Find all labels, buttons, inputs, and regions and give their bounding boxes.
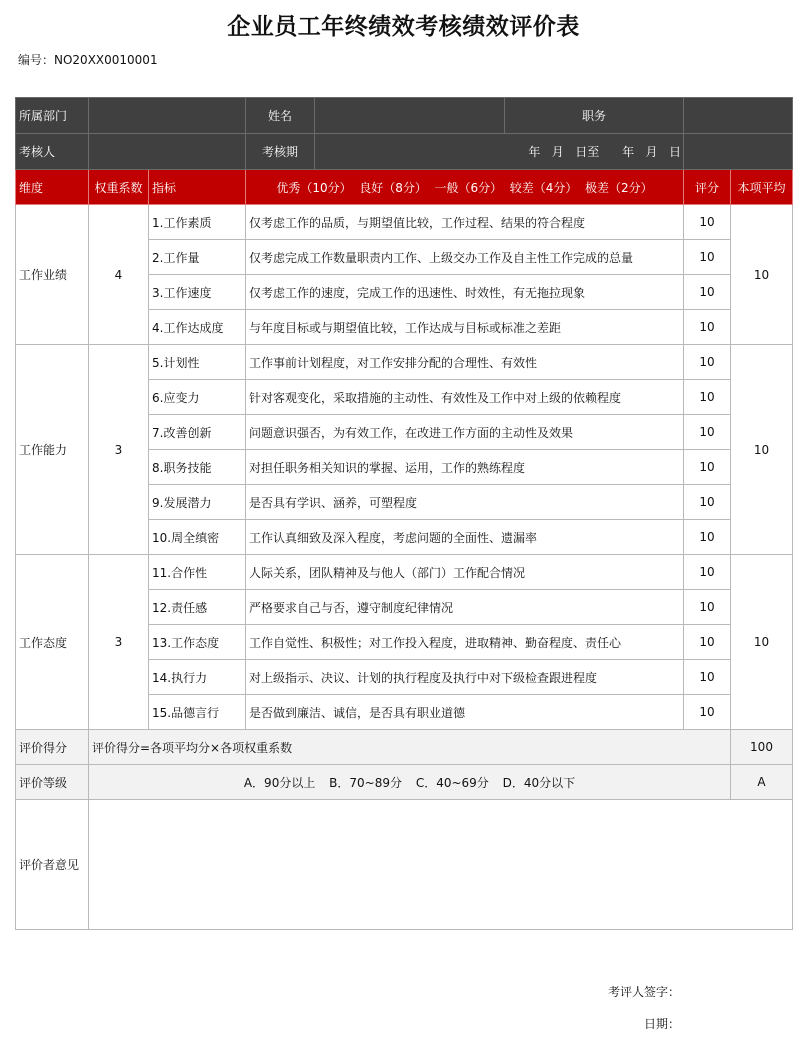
period-label: 考核期 — [246, 134, 315, 169]
indicator-row — [16, 555, 793, 590]
indicator-score[interactable]: 10 — [684, 590, 731, 625]
opinion-row — [16, 800, 793, 930]
indicator-name: 3.工作速度 — [149, 275, 246, 310]
indicator-score[interactable]: 10 — [684, 205, 731, 240]
page-title: 企业员工年终绩效考核绩效评价表 — [227, 14, 580, 40]
grade-value[interactable]: A — [731, 765, 793, 800]
grade-option-b: B．70~89分 — [329, 775, 402, 790]
indicator-name: 11.合作性 — [149, 555, 246, 590]
grade-option-a: A．90分以上 — [243, 775, 316, 790]
indicator-name: 10.周全缜密 — [149, 520, 246, 555]
dept-label: 所属部门 — [16, 98, 89, 134]
indicator-description: 是否具有学识、涵养，可塑程度 — [246, 485, 684, 520]
name-input-cell[interactable] — [315, 98, 505, 133]
document-number: 编号：NO20XX0010001 — [18, 53, 158, 67]
indicator-description: 与年度目标或与期望值比较，工作达成与目标或标准之差距 — [246, 310, 684, 345]
col-rating-scale: 优秀（10分） 良好（8分） 一般（6分） 较差（4分） 极差（2分） — [246, 170, 684, 205]
indicator-description: 问题意识强否，为有效工作，在改进工作方面的主动性及效果 — [246, 415, 684, 450]
indicator-description: 是否做到廉洁、诚信，是否具有职业道德 — [246, 695, 684, 730]
indicator-name: 5.计划性 — [149, 345, 246, 380]
name-label: 姓名 — [246, 98, 315, 133]
indicator-score[interactable]: 10 — [684, 485, 731, 520]
position-input-cell[interactable] — [684, 98, 793, 134]
indicator-description: 仅考虑工作的品质，与期望值比较，工作过程、结果的符合程度 — [246, 205, 684, 240]
col-average: 本项平均 — [731, 170, 793, 205]
indicator-row — [16, 345, 793, 380]
date-label: 日期： — [644, 1017, 681, 1031]
indicator-name: 9.发展潜力 — [149, 485, 246, 520]
indicator-name: 14.执行力 — [149, 660, 246, 695]
indicator-description: 工作认真细致及深入程度，考虑问题的全面性、遗漏率 — [246, 520, 684, 555]
indicator-name: 2.工作量 — [149, 240, 246, 275]
assessor-input-cell[interactable] — [89, 134, 246, 170]
header-row-assessor — [16, 134, 793, 170]
indicator-name: 12.责任感 — [149, 590, 246, 625]
col-weight: 权重系数 — [89, 170, 149, 205]
indicator-description: 工作自觉性、积极性；对工作投入程度，进取精神、勤奋程度、责任心 — [246, 625, 684, 660]
indicator-score[interactable]: 10 — [684, 660, 731, 695]
indicator-score[interactable]: 10 — [684, 310, 731, 345]
indicator-score[interactable]: 10 — [684, 450, 731, 485]
indicator-description: 工作事前计划程度，对工作安排分配的合理性、有效性 — [246, 345, 684, 380]
indicator-name: 6.应变力 — [149, 380, 246, 415]
evaluation-score-row — [16, 730, 793, 765]
weight-cell: 3 — [89, 555, 149, 730]
column-header-row — [16, 170, 793, 205]
grade-options — [89, 765, 731, 800]
indicator-score[interactable]: 10 — [684, 520, 731, 555]
indicator-description: 对担任职务相关知识的掌握、运用，工作的熟练程度 — [246, 450, 684, 485]
indicator-score[interactable]: 10 — [684, 240, 731, 275]
indicator-description: 人际关系，团队精神及与他人（部门）工作配合情况 — [246, 555, 684, 590]
col-dimension: 维度 — [16, 170, 89, 205]
indicator-name: 4.工作达成度 — [149, 310, 246, 345]
indicator-score[interactable]: 10 — [684, 380, 731, 415]
appraisal-table — [15, 97, 793, 930]
indicator-description: 针对客观变化，采取措施的主动性、有效性及工作中对上级的依赖程度 — [246, 380, 684, 415]
weight-cell: 3 — [89, 345, 149, 555]
header-row-employee — [16, 98, 793, 134]
indicator-name: 7.改善创新 — [149, 415, 246, 450]
dept-input-cell[interactable] — [89, 98, 246, 134]
score-formula: 评价得分=各项平均分×各项权重系数 — [89, 730, 731, 765]
grade-option-d: D．40分以下 — [502, 775, 576, 790]
indicator-description: 仅考虑完成工作数量职责内工作、上级交办工作及自主性工作完成的总量 — [246, 240, 684, 275]
group-average: 10 — [731, 205, 793, 345]
position-label: 职务 — [581, 109, 606, 123]
indicator-name: 1.工作素质 — [149, 205, 246, 240]
evaluation-grade-row — [16, 765, 793, 800]
period-value[interactable]: 年 月 日至 年 月 日 — [528, 145, 681, 159]
dimension-cell: 工作态度 — [16, 555, 89, 730]
group-average: 10 — [731, 555, 793, 730]
dimension-cell: 工作业绩 — [16, 205, 89, 345]
assessor-label: 考核人 — [16, 134, 89, 170]
dimension-cell: 工作能力 — [16, 345, 89, 555]
grade-label: 评价等级 — [16, 765, 89, 800]
opinion-input[interactable] — [89, 800, 793, 930]
indicator-score[interactable]: 10 — [684, 415, 731, 450]
grade-option-c: C．40~69分 — [415, 775, 489, 790]
col-indicator: 指标 — [149, 170, 246, 205]
signer-label: 考评人签字： — [608, 985, 681, 999]
indicator-score[interactable]: 10 — [684, 555, 731, 590]
weight-cell: 4 — [89, 205, 149, 345]
indicator-score[interactable]: 10 — [684, 275, 731, 310]
indicator-row — [16, 205, 793, 240]
indicator-description: 仅考虑工作的速度，完成工作的迅速性、时效性，有无拖拉现象 — [246, 275, 684, 310]
indicator-name: 8.职务技能 — [149, 450, 246, 485]
indicator-score[interactable]: 10 — [684, 695, 731, 730]
score-label: 评价得分 — [16, 730, 89, 765]
indicator-score[interactable]: 10 — [684, 345, 731, 380]
indicator-score[interactable]: 10 — [684, 625, 731, 660]
indicator-name: 13.工作态度 — [149, 625, 246, 660]
indicator-description: 严格要求自己与否，遵守制度纪律情况 — [246, 590, 684, 625]
opinion-label: 评价者意见 — [16, 800, 89, 930]
indicator-description: 对上级指示、决议、计划的执行程度及执行中对下级检查跟进程度 — [246, 660, 684, 695]
col-score: 评分 — [684, 170, 731, 205]
group-average: 10 — [731, 345, 793, 555]
total-score[interactable]: 100 — [731, 730, 793, 765]
indicator-name: 15.品德言行 — [149, 695, 246, 730]
